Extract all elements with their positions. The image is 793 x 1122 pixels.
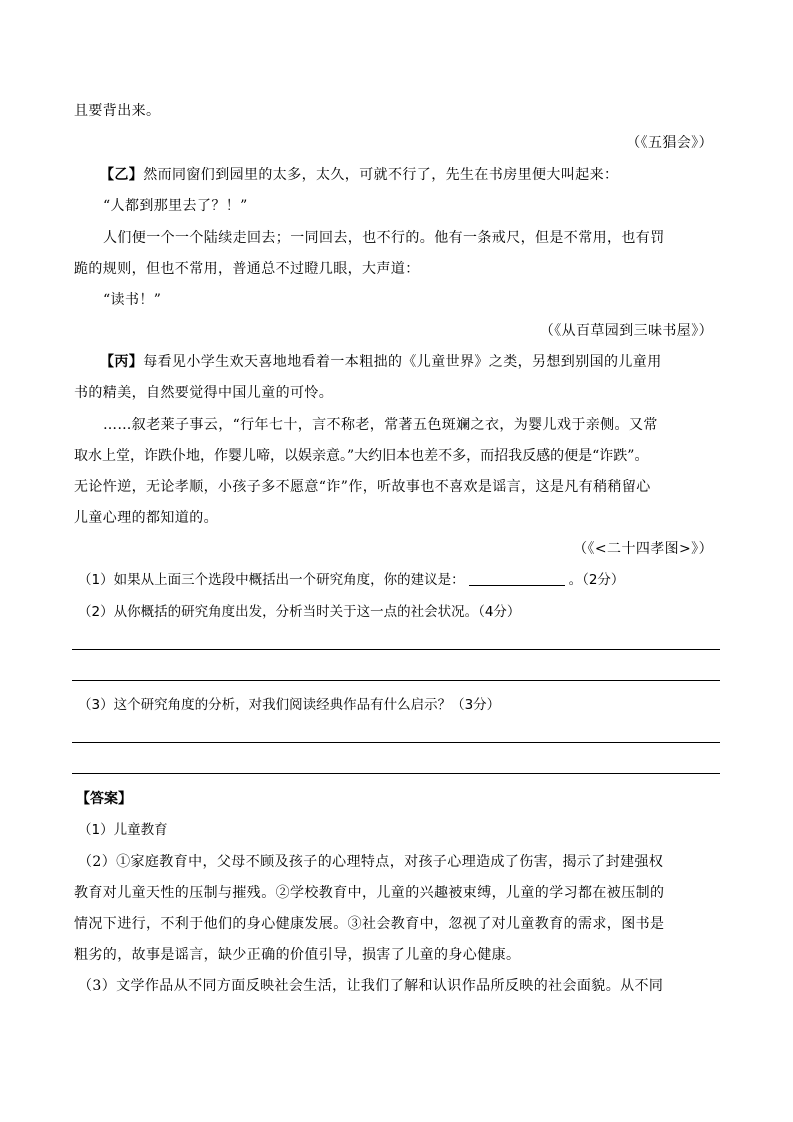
passage-yi-source: （《从百草园到三味书屋》）	[539, 323, 713, 339]
passage-bing-p2-line4: 儿童心理的都知道的。	[74, 510, 218, 526]
passage-bing-p1-line1	[100, 352, 662, 372]
passage-yi-p1-text: 然而同窗们到园里的太多，太久，可就不行了，先生在书房里便大叫起来：	[143, 167, 619, 183]
answer-2-line2: 教育对儿童天性的压制与摧残。②学校教育中，儿童的兴趣被束缚，儿童的学习都在被压制的	[74, 885, 665, 901]
answer-3-line1: （3）文学作品从不同方面反映社会生活，让我们了解和认识作品所反映的社会面貌。从不同	[78, 978, 664, 994]
answer-header: 【答案】	[76, 791, 132, 807]
question-1-answer-blank[interactable]	[469, 571, 565, 586]
answer-line-q3-1[interactable]	[72, 742, 720, 743]
answer-1: （1）儿童教育	[78, 822, 168, 838]
passage-jia-tail: 且要背出来。	[74, 103, 161, 119]
passage-bing-p1-text: 每看见小学生欢天喜地地看着一本粗拙的《儿童世界》之类，另想到别国的儿童用	[143, 354, 662, 370]
passage-bing-marker: 【丙】	[100, 354, 144, 370]
answer-line-q3-2[interactable]	[72, 773, 720, 774]
passage-bing-p2-line3: 无论忤逆，无论孝顺，小孩子多不愿意“诈”作，听故事也不喜欢是谣言，这是凡有稍稍留心	[74, 479, 651, 495]
passage-jia-source: （《五猖会》）	[626, 135, 713, 151]
passage-bing-p1-line2: 书的精美，自然要觉得中国儿童的可怜。	[74, 385, 334, 401]
answer-line-q2-1[interactable]	[72, 649, 720, 650]
question-1-text: （1）如果从上面三个选段中概括出一个研究角度，你的建议是：	[78, 572, 465, 588]
passage-yi-quote1: “人都到那里去了？！”	[103, 198, 248, 214]
question-3: （3）这个研究角度的分析，对我们阅读经典作品有什么启示？（3分）	[78, 697, 501, 713]
passage-bing-p2-line2: 取水上堂，诈跌仆地，作婴儿啼，以娱亲意。”大约旧本也差不多，而招我反感的便是“诈跌”。	[74, 448, 649, 464]
passage-yi-marker: 【乙】	[100, 167, 144, 183]
answer-2-line3: 情况下进行，不利于他们的身心健康发展。③社会教育中，忽视了对儿童教育的需求，图书是	[74, 916, 665, 932]
passage-bing-source: （《<二十四孝图>》）	[573, 541, 713, 557]
passage-bing-p2-line1: ……叙老莱子事云，“行年七十，言不称老，常著五色斑斓之衣，为婴儿戏于亲侧。又常	[103, 417, 658, 433]
passage-yi-p1	[100, 165, 618, 185]
answer-2-line4: 粗劣的，故事是谣言，缺少正确的价值引导，损害了儿童的身心健康。	[74, 947, 521, 963]
passage-yi-quote2: “读书！”	[103, 292, 162, 308]
question-2: （2）从你概括的研究角度出发，分析当时关于这一点的社会状况。（4分）	[78, 604, 521, 620]
question-1-score: 。（2分）	[568, 572, 625, 588]
passage-yi-p2-line1: 人们便一个一个陆续走回去；一同回去，也不行的。他有一条戒尺，但是不常用，也有罚	[103, 230, 665, 246]
question-1	[78, 570, 624, 590]
answer-line-q2-2[interactable]	[72, 680, 720, 681]
passage-yi-p2-line2: 跪的规则，但也不常用，普通总不过瞪几眼，大声道：	[74, 261, 420, 277]
answer-2-line1: （2）①家庭教育中，父母不顾及孩子的心理特点，对孩子心理造成了伤害，揭示了封建强权	[78, 854, 664, 870]
